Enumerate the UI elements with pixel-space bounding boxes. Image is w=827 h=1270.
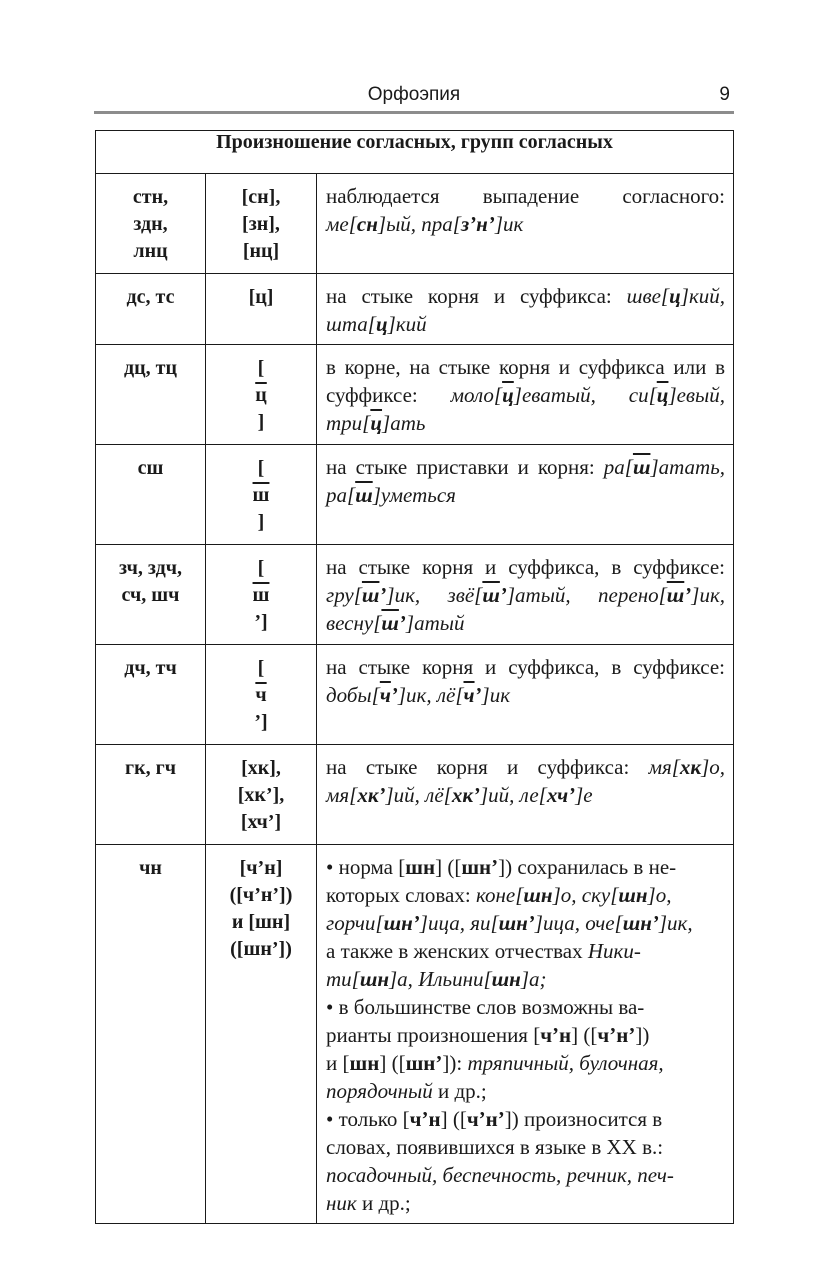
table-row bbox=[96, 274, 734, 345]
description-line: горчи[шн’]ица, яи[шн’]ица, оче[шн’]ик, bbox=[326, 911, 693, 935]
pronunciation-text: и [шн] bbox=[231, 911, 291, 933]
table-row bbox=[96, 845, 734, 1224]
pronunciation bbox=[206, 445, 317, 545]
combination-text: чн bbox=[139, 857, 162, 879]
pronunciation bbox=[206, 345, 317, 445]
section-title: Орфоэпия bbox=[367, 84, 461, 105]
pronunciation-text: [нц] bbox=[242, 240, 280, 262]
pronunciation-text: [сн], bbox=[241, 186, 281, 208]
pronunciation-text: [хч’] bbox=[240, 811, 282, 833]
description-line: • норма [шн] ([шн’]) сохранилась в не- bbox=[326, 855, 677, 879]
rule-description bbox=[317, 174, 734, 274]
running-head bbox=[94, 84, 734, 110]
combination-text: дч, тч bbox=[124, 657, 177, 679]
table-caption: Произношение согласных, групп согласных bbox=[96, 131, 734, 174]
pronunciation-text: [ ш ’] bbox=[252, 557, 270, 633]
header-rule bbox=[94, 111, 734, 114]
description-line: ник и др.; bbox=[326, 1191, 411, 1215]
description-line: рианты произношения [ч’н] ([ч’н’]) bbox=[326, 1023, 650, 1047]
description-text: на стыке приставки и корня: ра[ш]атать, ра[ш]уметься bbox=[326, 455, 726, 507]
pronunciation-text: [ ц ] bbox=[255, 357, 267, 433]
table-row bbox=[96, 445, 734, 545]
description-text: наблюдается выпадение согласного: ме[сн]ый, пра[з’н’]ик bbox=[326, 184, 726, 236]
combination-text: дц, тц bbox=[124, 357, 177, 379]
letter-combination bbox=[96, 174, 206, 274]
letter-combination bbox=[96, 645, 206, 745]
description-line: порядочный и др.; bbox=[326, 1079, 487, 1103]
description-text: на стыке корня и суффикса, в суффиксе: гру[ш’]ик, звё[ш’]атый, перено[ш’]ик, весну[ш’]атый bbox=[326, 555, 726, 635]
description-text: в корне, на стыке корня и суффикса или в суффиксе: моло[ц]еватый, си[ц]евый, три[ц]ать bbox=[326, 355, 726, 435]
pronunciation-text: [ч’н] bbox=[239, 857, 283, 879]
table-row bbox=[96, 745, 734, 845]
letter-combination bbox=[96, 274, 206, 345]
pronunciation-text: [ ч ’] bbox=[254, 657, 268, 733]
rule-description bbox=[317, 545, 734, 645]
combination-text: дс, тс bbox=[126, 286, 175, 308]
pronunciation bbox=[206, 845, 317, 1224]
description-text: на стыке корня и суффикса: мя[хк]о, мя[хк’]ий, лё[хк’]ий, ле[хч’]е bbox=[326, 755, 726, 807]
combination-text: сч, шч bbox=[121, 584, 180, 606]
pronunciation-text: ([шн’]) bbox=[230, 938, 292, 960]
description-line: словах, появившихся в языке в XX в.: bbox=[326, 1135, 664, 1159]
combination-text: стн, bbox=[132, 186, 169, 208]
rule-description bbox=[317, 745, 734, 845]
description-line: ти[шн]а, Ильини[шн]а; bbox=[326, 967, 547, 991]
page-number: 9 bbox=[719, 84, 730, 105]
pronunciation bbox=[206, 545, 317, 645]
combination-text: лнц bbox=[133, 240, 168, 262]
table-row bbox=[96, 645, 734, 745]
combination-text: зч, здч, bbox=[119, 557, 182, 579]
pronunciation bbox=[206, 745, 317, 845]
pronunciation-table bbox=[95, 130, 734, 1224]
rule-description bbox=[317, 645, 734, 745]
letter-combination bbox=[96, 845, 206, 1224]
letter-combination bbox=[96, 345, 206, 445]
description-line: • только [ч’н] ([ч’н’]) произносится в bbox=[326, 1107, 663, 1131]
pronunciation bbox=[206, 174, 317, 274]
combination-text: здн, bbox=[133, 213, 168, 235]
table-row bbox=[96, 174, 734, 274]
description-line: которых словах: коне[шн]о, ску[шн]о, bbox=[326, 883, 672, 907]
letter-combination bbox=[96, 745, 206, 845]
description-text: на стыке корня и суффикса: шве[ц]кий, шта[ц]кий bbox=[326, 284, 726, 336]
description-line: а также в женских отчествах Ники- bbox=[326, 939, 641, 963]
description-line: • в большинстве слов возможны ва- bbox=[326, 995, 645, 1019]
rule-description bbox=[317, 845, 734, 1224]
pronunciation-text: [ц] bbox=[248, 286, 274, 308]
description-line: и [шн] ([шн’]): тряпичный, булочная, bbox=[326, 1051, 664, 1075]
pronunciation bbox=[206, 645, 317, 745]
pronunciation-text: ([ч’н’]) bbox=[229, 884, 293, 906]
pronunciation-text: [зн], bbox=[242, 213, 280, 235]
pronunciation-text: [хк], bbox=[241, 757, 281, 779]
table-row bbox=[96, 345, 734, 445]
description-text: на стыке корня и суффикса, в суффиксе: добы[ч’]ик, лё[ч’]ик bbox=[326, 655, 726, 707]
letter-combination bbox=[96, 445, 206, 545]
rule-description bbox=[317, 445, 734, 545]
table-row bbox=[96, 545, 734, 645]
rule-description bbox=[317, 345, 734, 445]
pronunciation-text: [ ш ] bbox=[252, 457, 270, 533]
pronunciation bbox=[206, 274, 317, 345]
combination-text: гк, гч bbox=[125, 757, 176, 779]
letter-combination bbox=[96, 545, 206, 645]
combination-text: сш bbox=[137, 457, 164, 479]
description-line: посадочный, беспечность, речник, печ- bbox=[326, 1163, 674, 1187]
pronunciation-text: [хк’], bbox=[237, 784, 285, 806]
table-body bbox=[96, 174, 734, 1224]
rule-description bbox=[317, 274, 734, 345]
